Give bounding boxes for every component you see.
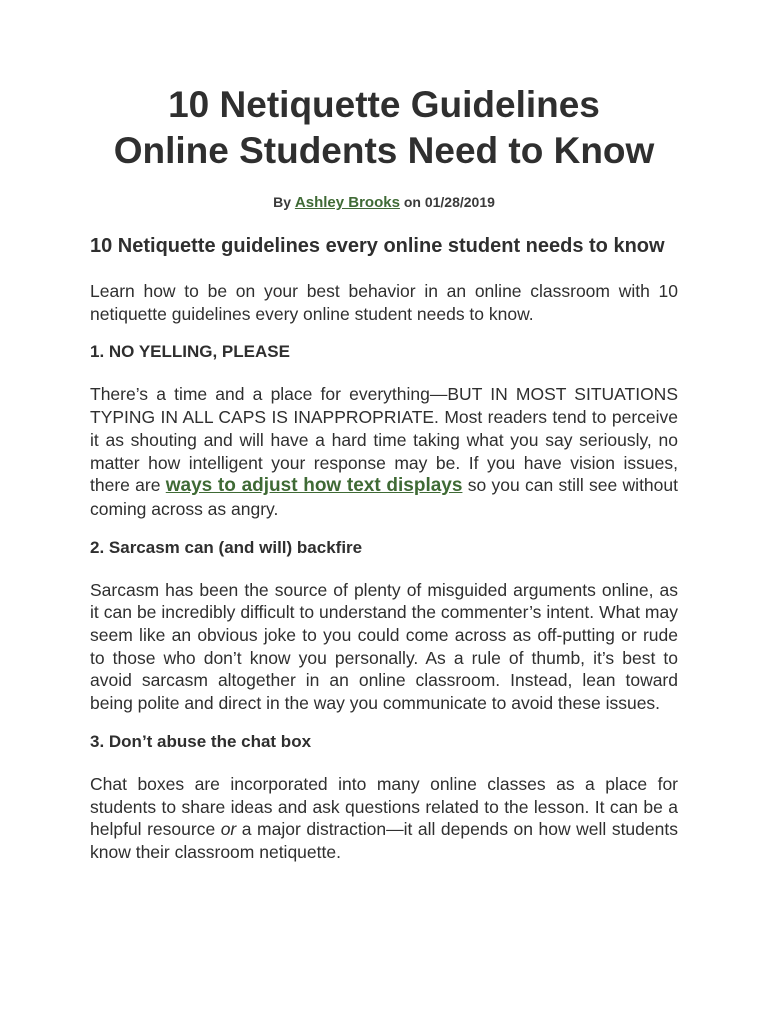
byline: [90, 194, 678, 211]
title-line-2: Online Students Need to Know: [113, 130, 655, 171]
section-1-body: [90, 383, 678, 520]
intro-paragraph: Learn how to be on your best behavior in an online classroom with 10 netiquette guidelines every online student needs to know.: [90, 281, 678, 324]
article-title: [90, 0, 678, 174]
section-2-heading: 2. Sarcasm can (and will) backfire: [90, 537, 363, 557]
section-1-text-end: so you can still see without coming across as angry.: [90, 475, 678, 519]
byline-prefix: By: [273, 194, 291, 210]
section-3-heading: 3. Don’t abuse the chat box: [90, 731, 312, 751]
article-subtitle: 10 Netiquette guidelines every online student needs to know: [90, 235, 665, 257]
section-3-body: [90, 773, 678, 864]
section-3-text-end: a major distraction—it all depends on how well students know their classroom netiquette.: [90, 819, 678, 862]
section-1-heading: 1. NO YELLING, PLEASE: [90, 342, 290, 362]
section-3-text: Chat boxes are incorporated into many online classes as a place for students to share ideas and ask questions related to the lesson. It can be a helpful resource: [90, 773, 678, 840]
title-line-1: 10 Netiquette Guidelines: [168, 84, 600, 125]
section-2-body: Sarcasm has been the source of plenty of misguided arguments online, as it can be incredibly difficult to understand the commenter’s intent. What may seem like an obvious joke to you could come across as off-putting or rude to those who don’t know you personally. As a rule of thumb, it’s best to avoid sarcasm altogether in an online classroom. Instead, lean toward being polite and direct in the way you communicate to avoid these issues.: [90, 579, 678, 714]
adjust-text-display-link[interactable]: ways to adjust how text displays: [165, 475, 463, 497]
byline-date: on 01/28/2019: [403, 194, 495, 210]
author-link[interactable]: Ashley Brooks: [294, 194, 400, 211]
section-1-text: There’s a time and a place for everything—BUT IN MOST SITUATIONS TYPING IN ALL CAPS IS INAPPROPRIATE. Most readers tend to perceive it as shouting and will have a hard time taking what you say seriously, no matter how intelligent your response may be. If you have vision issues, there are: [90, 384, 678, 496]
section-3-emphasis: or: [220, 819, 237, 840]
